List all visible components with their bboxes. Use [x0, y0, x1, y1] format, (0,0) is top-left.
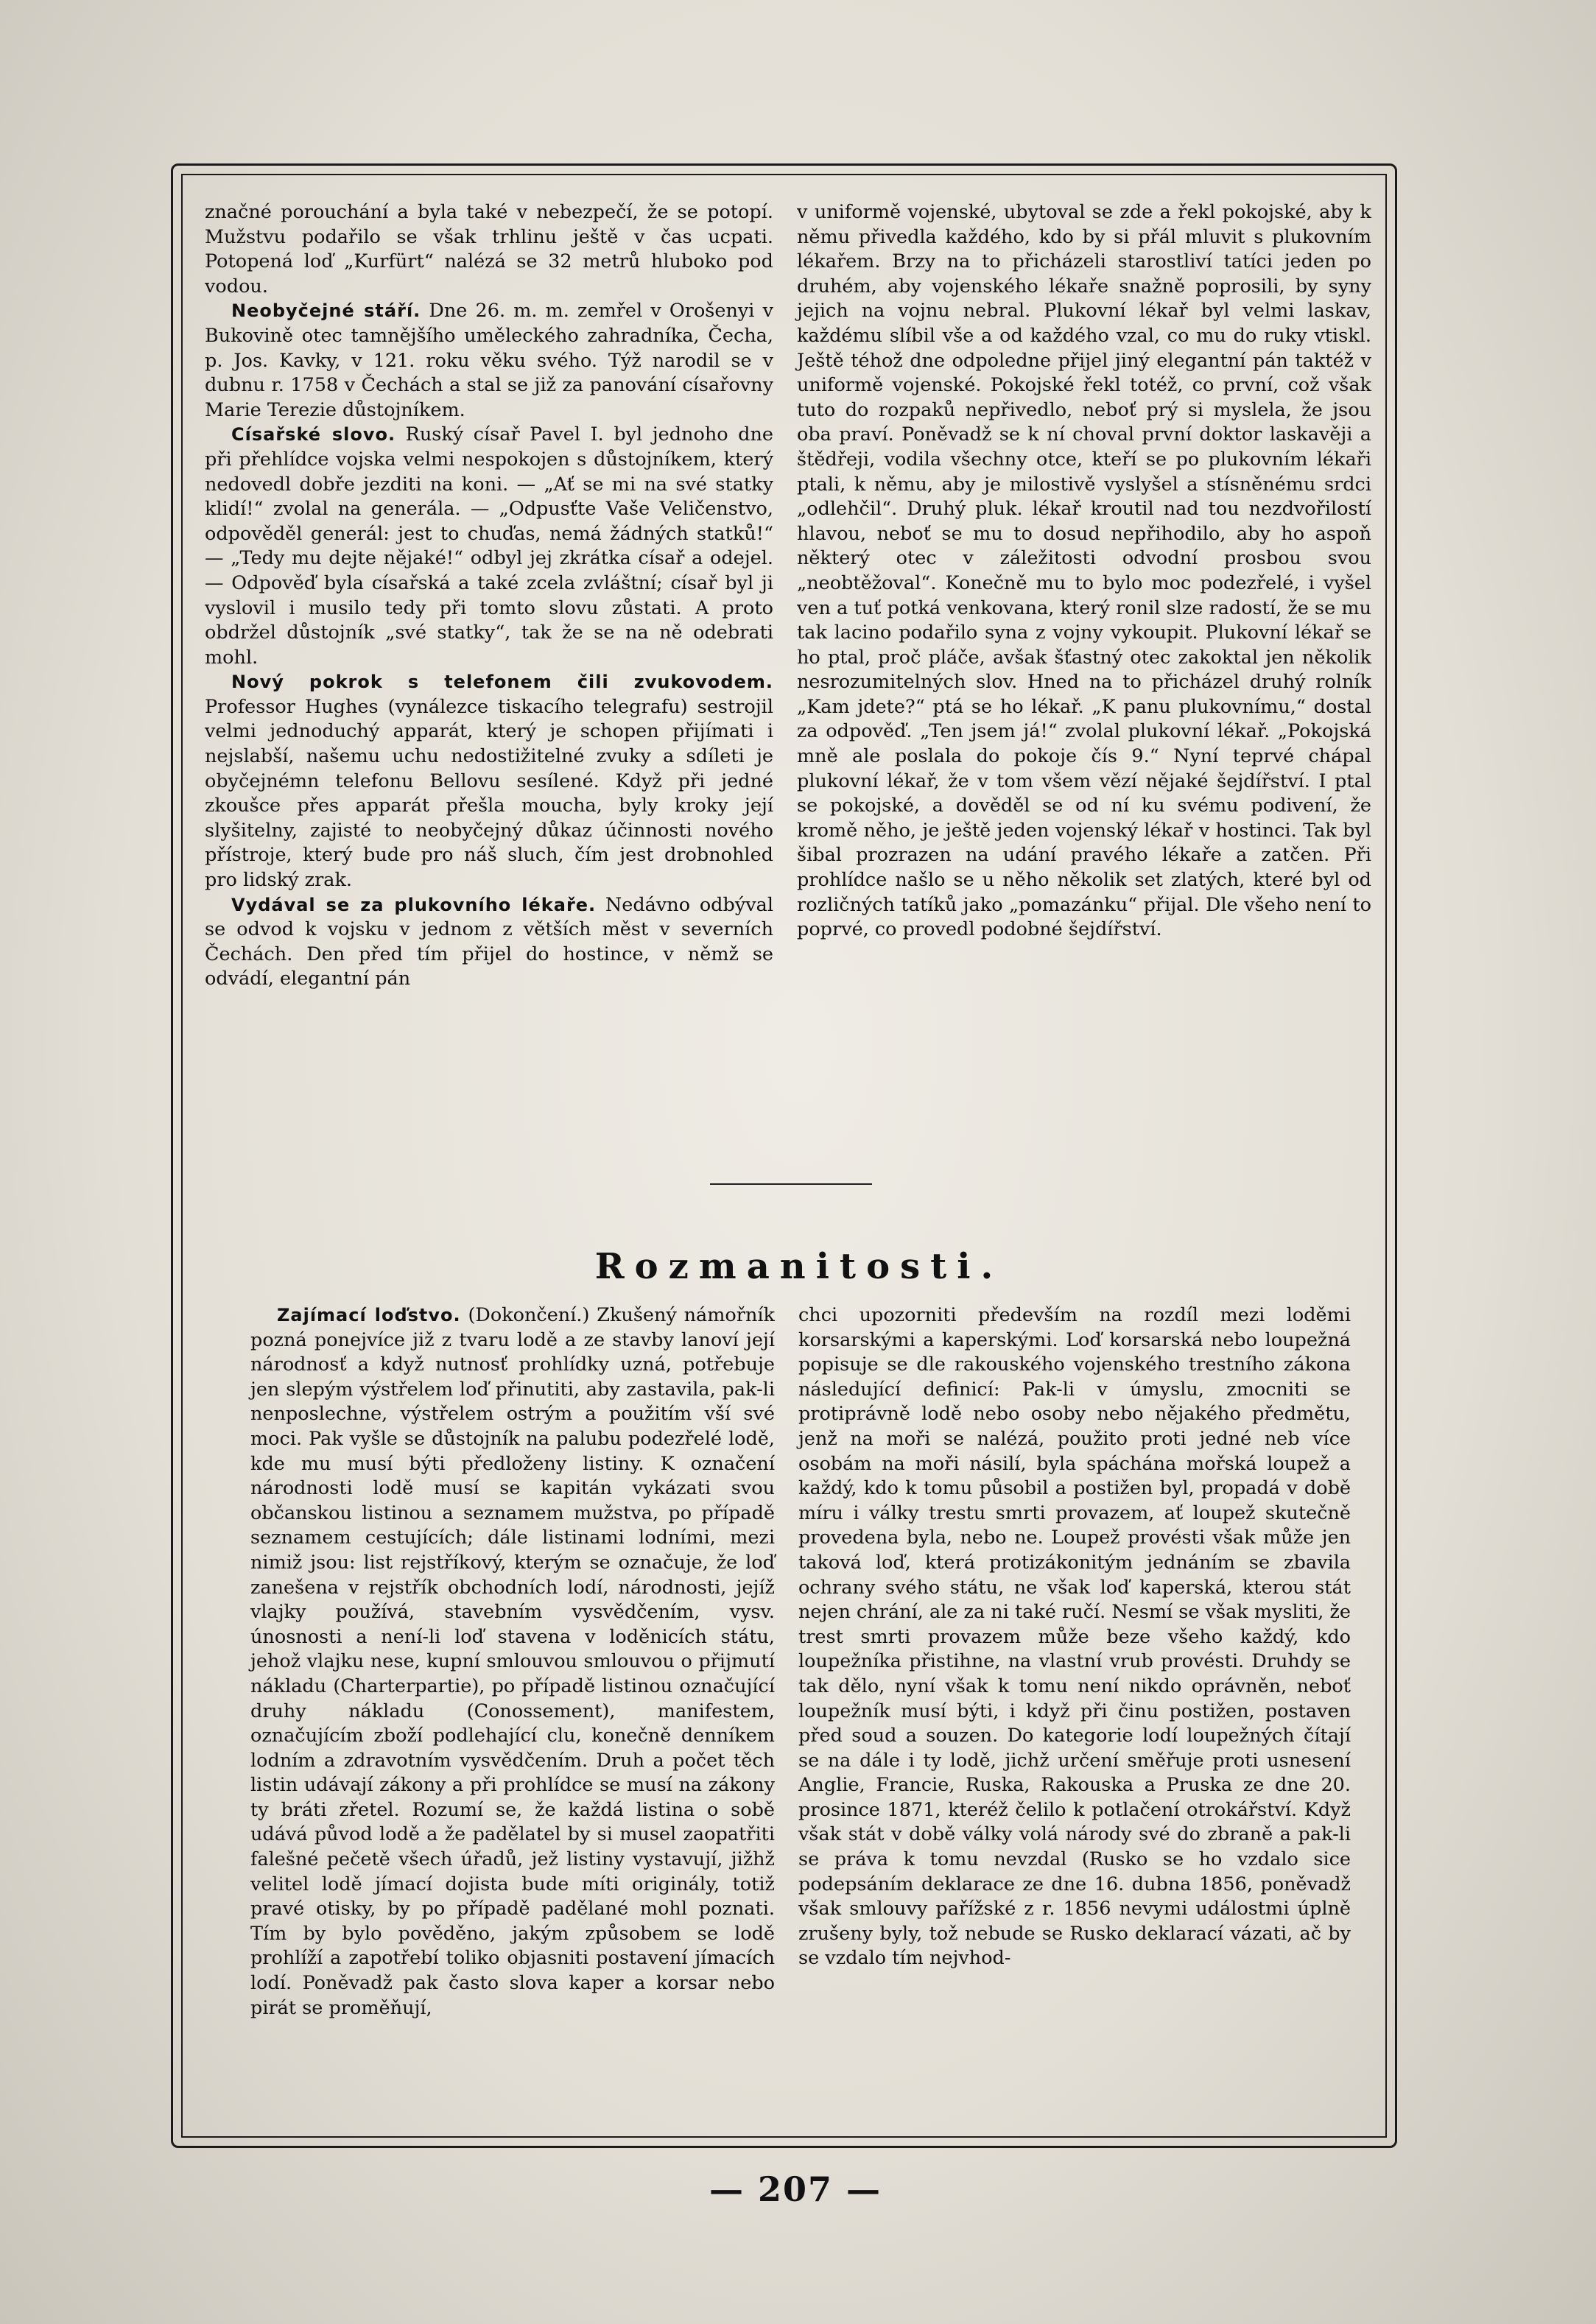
page-number: — 207 — — [709, 2169, 882, 2209]
article-telephone-progress — [205, 670, 773, 892]
bottom-right-column — [798, 1303, 1351, 2121]
article-imperial-word — [205, 423, 773, 670]
article-heading: Zajímací loďstvo. — [277, 1305, 461, 1325]
section-divider — [710, 1183, 872, 1185]
paragraph-fake-doctor-continued: v uniformě vojenské, ubytoval se zde a řekl pokojské, aby k němu přivedla každého, kdo by si přál mluvit s plukovním lékařem. Brzy na to přicházeli starostliví tatíci jeden po druhém, aby vojenského lékaře snažně poprosili, by syny jejich na vojnu nebral. Plukovní lékař byl velmi laskav, každému slíbil vše a od každého vzal, co mu do ruky vtiskl. Ještě téhož dne odpoledne přijel jiný elegantní pán taktéž v uniformě vojenské. Pokojské řekl totéž, co první, což však tuto do rozpaků nepřivedlo, neboť prý si myslela, že jsou oba praví. Poněvadž se k ní choval první doktor laskavěji a štědřeji, vodila všechny otce, kteří se po plukovním lékaři ptali, k němu, aby je milostivě vyslyšel a stísněnému srdci „odlehčil“. Druhý pluk. lékař kroutil nad tou nezdvořilostí hlavou, neboť se mu to dosud nepřihodilo, aby ho aspoň některý otec v záležitosti odvodní prosbou svou „neobtěžoval“. Konečně mu to bylo moc podezřelé, i vyšel ven a tuť potká venkovana, který ronil slze radostí, že se mu tak lacino podařilo syna z vojny vykoupit. Plukovní lékař se ho ptal, proč pláče, avšak šťastný otec zakoktal jen několik nesrozumitelných slov. Hned na to přicházel druhý rolník „Kam jdete?“ ptá se ho lékař. „K panu plukovnímu,“ dostal za odpověď. „Ten jsem já!“ zvolal plukovní lékař. „Pokojská mně ale poslala do pokoje čís 9.“ Nyní teprvé chápal plukovní lékař, že v tom všem vězí nějaké šejdířství. I ptal se pokojské, a dověděl se od ní ku svému podivení, že kromě něho, je ještě jeden vojenský lékař v hostinci. Tak byl šibal prozrazen na udání pravého lékaře a zatčen. Při prohlídce našlo se u něho několik set zlatých, které byl od rozličných tatíků jako „pomazánku“ přijal. Dle všeho není to poprvé, co provedl podobné šejdířství. — [797, 201, 1371, 941]
article-heading: Vydával se za plukovního lékaře. — [231, 894, 597, 915]
article-body: Ruský císař Pavel I. byl jednoho dne při přehlídce vojska velmi nespokojen s důstojníkem, který nedovedl dobře jezditi na koni. — „Ať se mi na své statky klidí!“ zvolal na generála. — „Odpusťte Vaše Veličenstvo, odpověděl generál: jest to chuďas, nemá žádných statků!“ — „Tedy mu dejte nějaké!“ odbyl jej zkrátka císař a odejel. — Odpověď byla císařská a také zcela zvláštní; císař byl ji vyslovil i musilo tedy při tomto slovu zůstati. A proto obdržel důstojník „své statky“, tak že se na ně odebrati mohl. — [205, 423, 773, 669]
article-heading: Nový pokrok s telefonem čili zvukovodem. — [231, 672, 773, 693]
paragraph-privateer-continued: chci upozorniti především na rozdíl mezi loděmi korsarskými a kaperskými. Loď korsarská nebo loupežná popisuje se dle rakouského vojenského trestního zákona následující definicí: Pak-li v úmyslu, zmocniti se protiprávně lodě nebo osoby nebo nějakého předmětu, jenž na moři se nalézá, použito proti jedné neb více osobám na moři násilí, byla spáchána mořská loupež a každý, kdo k tomu působil a postižen byl, propadá v době míru i války trestu smrti provazem, ať loupež skutečně provedena byla, nebo ne. Loupež provésti však může jen taková loď, která protizákonitým jednáním se zbavila ochrany svého státu, ne však loď kaperská, kterou stát nejen chrání, ale za ni také ručí. Nesmí se však mysliti, že trest smrti provazem může beze všeho každý, kdo loupežníka přistihne, na vlastní vrub provésti. Druhdy se tak dělo, nyní však k tomu není nikdo oprávněn, neboť loupežník musí býti, i když při činu postižen, postaven před soud a souzen. Do kategorie lodí loupežných čítají se na dále i ty lodě, jichž určení směřuje proti usnesení Anglie, Francie, Ruska, Rakouska a Pruska ze dne 20. prosince 1871, kteréž čelilo k potlačení otrokářství. Když však stát v době války volá národy své do zbraně a pak-li se práva k tomu nevzdal (Rusko se ho vzdalo sice podepsáním deklarace ze dne 16. dubna 1856, poněvadž však smlouvy pařížské z r. 1856 nevymi událostmi úplně zrušeny byly, tož nebude se Rusko deklarací vázati, ač by se vzdalo tím nejvhod- — [798, 1304, 1351, 1970]
article-body: Nedávno odbýval se odvod k vojsku v jednom z větších měst v severních Čechách. Den před tím přijel do hostince, v němž se odvádí, elegantní pán — [205, 893, 774, 990]
section-title: Rozmanitosti. — [594, 1246, 1004, 1287]
paragraph-ship-damage: značné porouchání a byla také v nebezpečí, že se potopí. Mužstvu podařilo se však trhlinu ještě v čas ucpati. Potopená loď „Kurfürt“ nalézá se 32 metrů hluboko pod vodou. — [205, 201, 773, 297]
article-body: (Dokončení.) Zkušený námořník pozná ponejvíce již z tvaru lodě a ze stavby lanoví její národnosť a když nutnosť prohlídky uzná, potřebuje jen slepým výstřelem loď přinutiti, aby zastavila, pak-li nenposlechne, výstřelem ostrým a použitím vší své moci. Pak vyšle se důstojník na palubu podezřelé lodě, kde mu musí býti předloženy listiny. K označení národnosti lodě musí se kapitán vykázati svou občanskou listinou a seznamem mužstva, po případě seznamem cestujících; dále listinami lodními, mezi nimiž jsou: list rejstříkový, kterým se označuje, že loď zanešena v rejstřík obchodních lodí, národnosti, jejíž vlajky používá, stavebním vysvědčením, vysv. únosnosti a není-li loď stavena v loděnicích státu, jehož vlajku nese, kupní smlouvou smlouvou o přijmutí nákladu (Charterpartie), po případě listinou označující druhy nákladu (Conossement), manifestem, označujícím zboží podlehající clu, konečně denníkem lodním a zdravotním vysvědčením. Druh a počet těch listin udávají zákony a při prohlídce se musí na zákony ty bráti zřetel. Rozumí se, že každá listina o sobě udává původ lodě a že padělatel by si musel zaopatřiti falešné pečetě všech úřadů, jež listiny vystavují, jižhž velitel lodě jímací dojista bude míti originály, totiž pravé otisky, by po případě padělané mohl poznati. Tím by bylo pověděno, jakým způsobem se lodě prohlíží a zapotřebí toliko objasniti postavení jímacích lodí. Poněvadž pak často slova kaper a korsar nebo pirát se proměňují, — [250, 1304, 775, 2019]
article-heading: Císařské slovo. — [231, 424, 396, 446]
article-body: Professor Hughes (vynálezce tiskacího telegrafu) sestrojil velmi jednoduchý apparát, který je schopen přijímati i nejslabší, našemu uchu nedostižitelné zvuky a sdíleti je obyčejnémn telefonu Bellovu sesílené. Když při jedné zkoušce přes apparát přešla moucha, byly kroky její slyšitelny, zajisté to neobyčejný důkaz účinnosti nového přístroje, který bude pro náš sluch, čím jest drobnohled pro lidský zrak. — [205, 695, 773, 892]
top-right-column — [797, 200, 1371, 1171]
article-body: Dne 26. m. m. zemřel v Orošenyi v Bukovině otec tamnějšího uměleckého zahradníka, Čecha, p. Jos. Kavky, v 121. roku věku svého. Týž narodil se v dubnu r. 1758 v Čechách a stal se již za panování císařovny Marie Terezie důstojníkem. — [205, 300, 773, 421]
article-heading: Neobyčejné stáří. — [231, 300, 421, 322]
article-privateer-fleet — [250, 1303, 775, 2021]
top-left-column — [205, 200, 773, 1171]
article-fake-doctor — [205, 893, 773, 992]
article-extraordinary-age — [205, 299, 773, 423]
bottom-left-column — [250, 1303, 775, 2121]
